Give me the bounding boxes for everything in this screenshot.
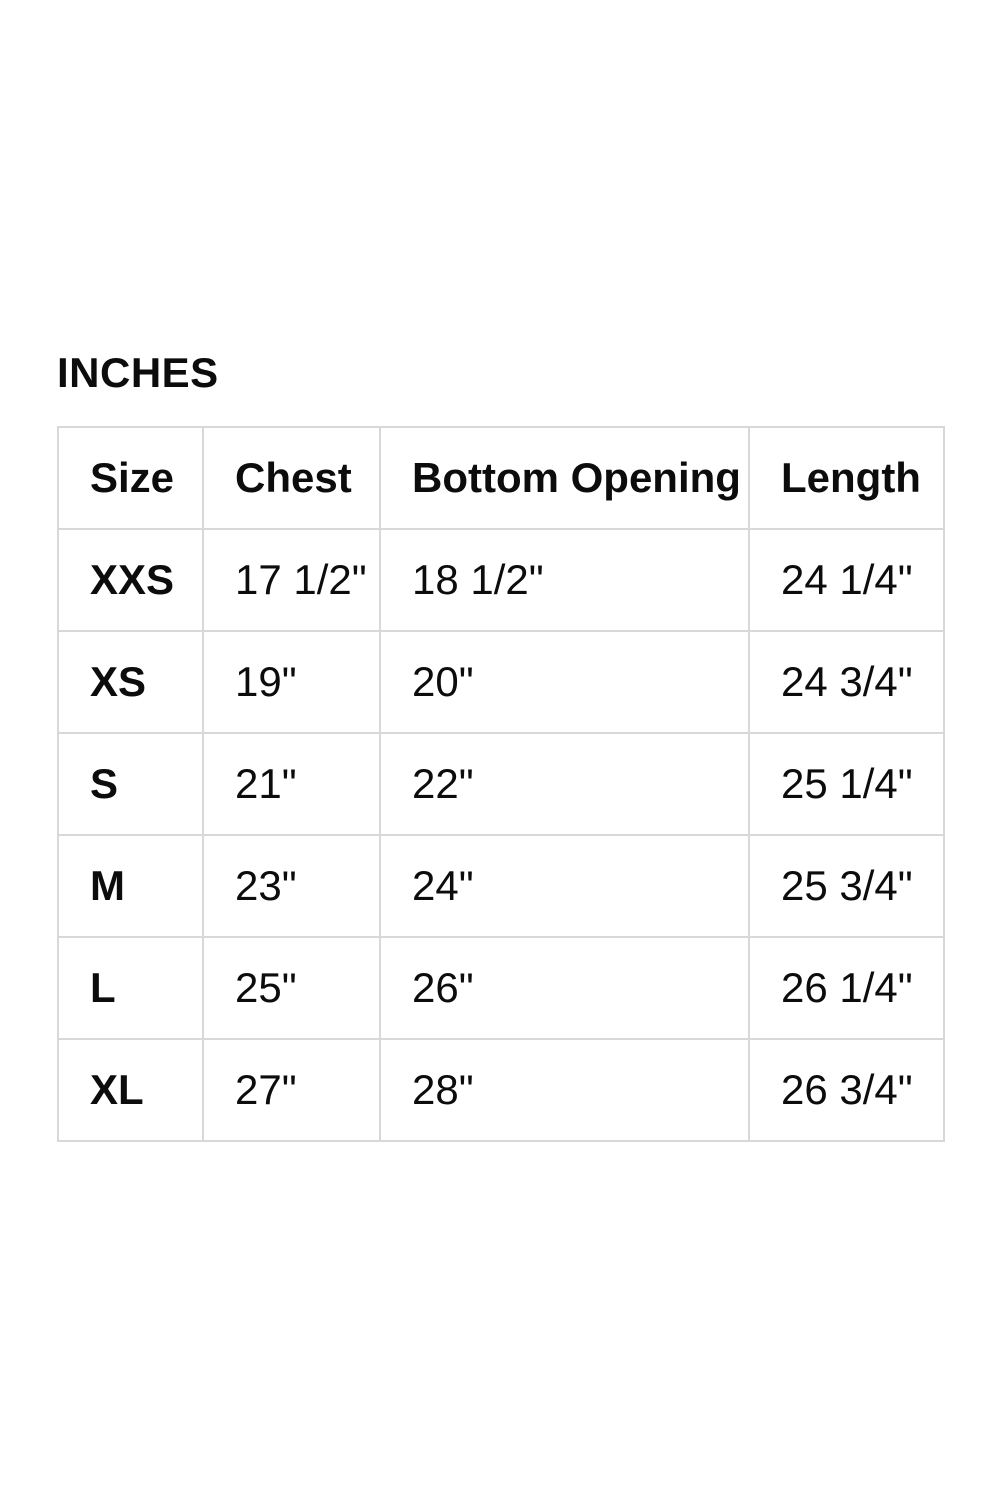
chest-value: 19" [203, 631, 380, 733]
header-row [58, 427, 944, 529]
length-value: 26 1/4" [749, 937, 944, 1039]
table-row-l [58, 937, 944, 1039]
column-header-size: Size [58, 427, 203, 529]
table-row-xs [58, 631, 944, 733]
column-header-bottom-opening: Bottom Opening [380, 427, 749, 529]
length-value: 26 3/4" [749, 1039, 944, 1141]
size-chart-section [57, 351, 943, 1142]
size-label: S [58, 733, 203, 835]
size-label: XS [58, 631, 203, 733]
units-heading: INCHES [57, 349, 219, 396]
length-value: 24 3/4" [749, 631, 944, 733]
bottom-opening-value: 18 1/2" [380, 529, 749, 631]
bottom-opening-value: 22" [380, 733, 749, 835]
bottom-opening-value: 28" [380, 1039, 749, 1141]
table-row-xl [58, 1039, 944, 1141]
column-header-chest: Chest [203, 427, 380, 529]
bottom-opening-value: 26" [380, 937, 749, 1039]
table-row-s [58, 733, 944, 835]
length-value: 24 1/4" [749, 529, 944, 631]
size-label: L [58, 937, 203, 1039]
chest-value: 25" [203, 937, 380, 1039]
length-value: 25 1/4" [749, 733, 944, 835]
bottom-opening-value: 20" [380, 631, 749, 733]
bottom-opening-value: 24" [380, 835, 749, 937]
size-label: XL [58, 1039, 203, 1141]
size-label: XXS [58, 529, 203, 631]
chest-value: 27" [203, 1039, 380, 1141]
size-chart-table [57, 426, 945, 1142]
chest-value: 23" [203, 835, 380, 937]
chest-value: 21" [203, 733, 380, 835]
table-row-m [58, 835, 944, 937]
column-header-length: Length [749, 427, 944, 529]
size-label: M [58, 835, 203, 937]
table-row-xxs [58, 529, 944, 631]
chest-value: 17 1/2" [203, 529, 380, 631]
length-value: 25 3/4" [749, 835, 944, 937]
